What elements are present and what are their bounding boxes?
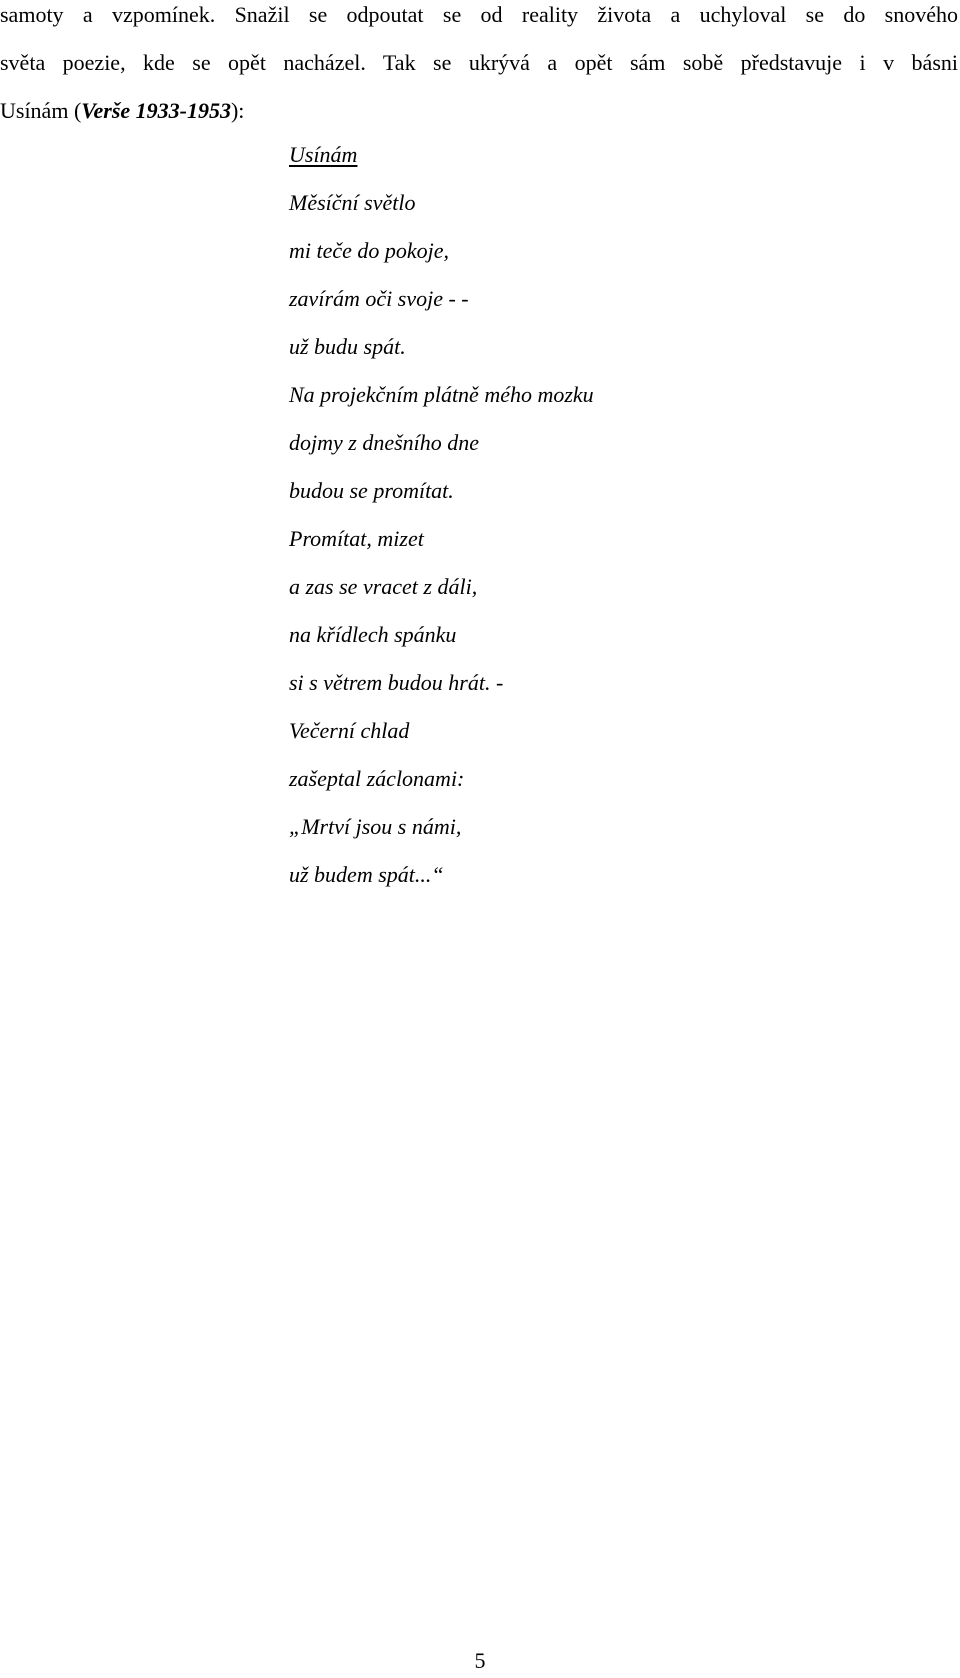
poem-line: zašeptal záclonami: xyxy=(289,766,465,791)
intro-paragraph xyxy=(0,0,958,135)
poem xyxy=(289,131,594,899)
poem-line: už budu spát. xyxy=(289,334,406,359)
intro-line-2: světa poezie, kde se opět nacházel. Tak se ukrývá a opět sám sobě představuje i v básni xyxy=(0,50,958,75)
intro-line-3 xyxy=(0,87,958,135)
poem-line: Na projekčním plátně mého mozku xyxy=(289,382,594,407)
intro-text-after: ): xyxy=(230,98,245,123)
poem-line: Promítat, mizet xyxy=(289,526,424,551)
poem-line: si s větrem budou hrát. - xyxy=(289,670,504,695)
poem-line: už budem spát...“ xyxy=(289,862,444,887)
poem-line: dojmy z dnešního dne xyxy=(289,430,480,455)
poem-line: budou se promítat. xyxy=(289,478,454,503)
intro-line-1: samoty a vzpomínek. Snažil se odpoutat se od reality života a uchyloval se do snového xyxy=(0,2,958,27)
poem-line: Večerní chlad xyxy=(289,718,410,743)
book-title: Verše 1933-1953 xyxy=(81,98,231,123)
poem-line: „Mrtví jsou s námi, xyxy=(289,814,462,839)
poem-line: a zas se vracet z dáli, xyxy=(289,574,478,599)
poem-title: Usínám xyxy=(289,142,358,167)
poem-line: mi teče do pokoje, xyxy=(289,238,450,263)
page-number: 5 xyxy=(474,1648,486,1673)
poem-line: Měsíční světlo xyxy=(289,190,416,215)
poem-line: na křídlech spánku xyxy=(289,622,457,647)
poem-line: zavírám oči svoje - - xyxy=(289,286,469,311)
intro-text-before: Usínám ( xyxy=(0,98,82,123)
